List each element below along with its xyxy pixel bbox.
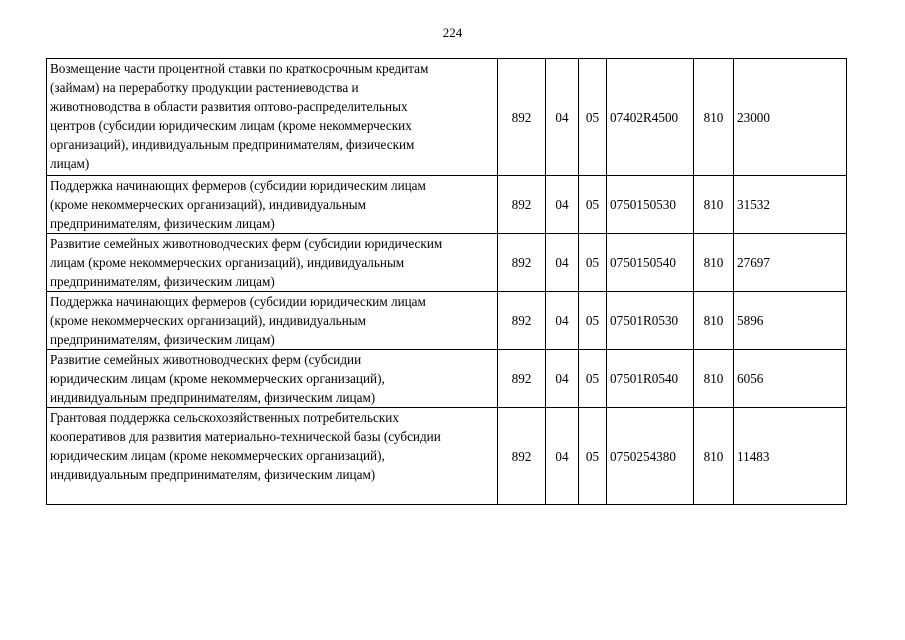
ved-cell: 892 (498, 350, 546, 408)
vr-cell: 810 (694, 350, 734, 408)
pr-cell: 05 (579, 176, 607, 234)
description-line: лицам (кроме некоммерческих организаций), индивидуальным (50, 255, 405, 270)
table-row (47, 59, 847, 176)
vr-cell: 810 (694, 408, 734, 505)
table-row (47, 408, 847, 505)
pr-cell: 05 (579, 408, 607, 505)
description-line: юридическим лицам (кроме некоммерческих организаций), (50, 371, 385, 386)
ved-cell: 892 (498, 59, 546, 176)
pr-cell: 05 (579, 292, 607, 350)
sum-cell: 23000 (734, 59, 847, 176)
sum-cell: 5896 (734, 292, 847, 350)
page-number: 224 (442, 25, 463, 40)
rz-cell: 04 (546, 234, 579, 292)
ved-cell: 892 (498, 408, 546, 505)
budget-table (46, 58, 847, 505)
description-line: лицам) (50, 156, 90, 171)
table-row (47, 350, 847, 408)
rz-cell: 04 (546, 59, 579, 176)
description-line: (кроме некоммерческих организаций), индивидуальным (50, 313, 366, 328)
description-line: Поддержка начинающих фермеров (субсидии юридическим лицам (50, 294, 426, 309)
description-line: центров (субсидии юридическим лицам (кроме некоммерческих (50, 118, 412, 133)
rz-cell: 04 (546, 176, 579, 234)
description-line: Развитие семейных животноводческих ферм (субсидии (50, 352, 362, 367)
description-line: (кроме некоммерческих организаций), индивидуальным (50, 197, 366, 212)
row-description (47, 59, 498, 176)
pr-cell: 05 (579, 350, 607, 408)
vr-cell: 810 (694, 59, 734, 176)
csr-cell: 07402R4500 (607, 59, 694, 176)
csr-cell: 07501R0540 (607, 350, 694, 408)
rz-cell: 04 (546, 408, 579, 505)
csr-cell: 0750150540 (607, 234, 694, 292)
ved-cell: 892 (498, 234, 546, 292)
rz-cell: 04 (546, 350, 579, 408)
description-line: (займам) на переработку продукции растениеводства и (50, 80, 359, 95)
vr-cell: 810 (694, 176, 734, 234)
description-line: индивидуальным предпринимателям, физическим лицам) (50, 390, 376, 405)
description-line: организаций), индивидуальным предпринимателям, физическим (50, 137, 415, 152)
description-line: предпринимателям, физическим лицам) (50, 216, 275, 231)
sum-cell: 31532 (734, 176, 847, 234)
csr-cell: 0750254380 (607, 408, 694, 505)
description-line: Возмещение части процентной ставки по краткосрочным кредитам (50, 61, 429, 76)
description-line: предпринимателям, физическим лицам) (50, 274, 275, 289)
description-line: Грантовая поддержка сельскохозяйственных потребительских (50, 410, 399, 425)
description-line: юридическим лицам (кроме некоммерческих организаций), (50, 448, 385, 463)
description-line: кооперативов для развития материально-технической базы (субсидии (50, 429, 441, 444)
pr-cell: 05 (579, 234, 607, 292)
rz-cell: 04 (546, 292, 579, 350)
vr-cell: 810 (694, 234, 734, 292)
ved-cell: 892 (498, 176, 546, 234)
vr-cell: 810 (694, 292, 734, 350)
csr-cell: 07501R0530 (607, 292, 694, 350)
table-row (47, 292, 847, 350)
row-description (47, 176, 498, 234)
pr-cell: 05 (579, 59, 607, 176)
csr-cell: 0750150530 (607, 176, 694, 234)
table-row (47, 234, 847, 292)
description-line: предпринимателям, физическим лицам) (50, 332, 275, 347)
description-line: Поддержка начинающих фермеров (субсидии юридическим лицам (50, 178, 426, 193)
row-description (47, 350, 498, 408)
description-line: Развитие семейных животноводческих ферм (субсидии юридическим (50, 236, 443, 251)
row-description (47, 292, 498, 350)
sum-cell: 6056 (734, 350, 847, 408)
sum-cell: 11483 (734, 408, 847, 505)
row-description (47, 234, 498, 292)
row-description (47, 408, 498, 505)
sum-cell: 27697 (734, 234, 847, 292)
table-row (47, 176, 847, 234)
description-line: индивидуальным предпринимателям, физическим лицам) (50, 467, 376, 482)
ved-cell: 892 (498, 292, 546, 350)
description-line: животноводства в области развития оптово-распределительных (50, 99, 408, 114)
